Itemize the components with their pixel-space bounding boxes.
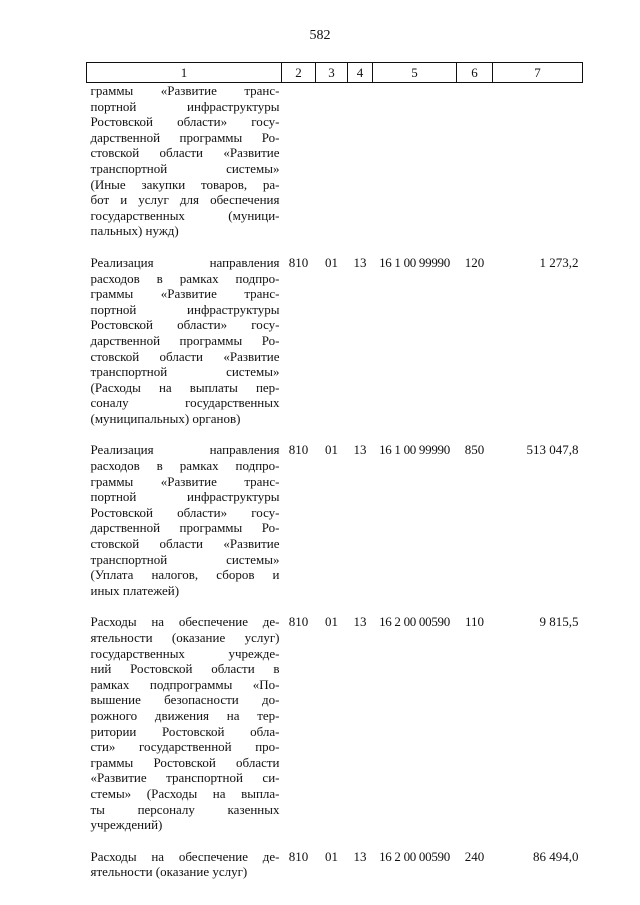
- description-line: Реализация направления: [90, 442, 280, 458]
- cell-section: [316, 83, 348, 255]
- description-line: расходов в рамках подпро-: [90, 458, 280, 474]
- description-line: Ростовской области» госу-: [90, 114, 280, 130]
- table-row: [87, 442, 583, 614]
- description-line: портной инфраструктуры: [90, 301, 280, 317]
- cell-target-article: 16 2 00 00590: [379, 848, 450, 864]
- cell-target-article: 16 1 00 99990: [379, 442, 450, 458]
- header-col-7: 7: [493, 63, 583, 83]
- description-line: ты персоналу казенных: [90, 801, 280, 817]
- description-line: граммы «Развитие транс-: [90, 286, 280, 302]
- description-line: портной инфраструктуры: [90, 98, 280, 114]
- description-line: транспортной системы»: [90, 551, 280, 567]
- description-line: расходов в рамках подпро-: [90, 270, 280, 286]
- description-line: Ростовской области» госу-: [90, 504, 280, 520]
- description-line: дарственной программы Ро-: [90, 520, 280, 536]
- description-line: граммы Ростовской области: [90, 754, 280, 770]
- cell-target-article: 16 1 00 99990: [379, 254, 450, 270]
- cell-expense-type: 120: [464, 254, 485, 270]
- cell-section: 01: [325, 614, 338, 630]
- cell-admin-code: 810: [288, 848, 309, 864]
- description-line: ятельности (оказание услуг): [90, 864, 248, 880]
- table-header: [87, 63, 583, 83]
- cell-expense-type: [457, 83, 493, 255]
- row-description: [87, 442, 282, 614]
- table-body: [87, 83, 583, 896]
- description-line: стовской области «Развитие: [90, 348, 280, 364]
- header-col-1: 1: [87, 63, 282, 83]
- description-line: ний Ростовской области в: [90, 661, 280, 677]
- row-description: [87, 614, 282, 848]
- description-line: «Развитие транспортной си-: [90, 770, 280, 786]
- cell-target-article: [373, 83, 457, 255]
- header-col-3: 3: [316, 63, 348, 83]
- cell-subsection: [348, 83, 373, 255]
- description-line: граммы «Развитие транс-: [90, 473, 280, 489]
- cell-expense-type: 110: [464, 614, 485, 630]
- cell-admin-code: 810: [288, 442, 309, 458]
- description-line: дарственной программы Ро-: [90, 129, 280, 145]
- cell-subsection: 13: [353, 442, 367, 458]
- description-line: сти» государственной про-: [90, 739, 280, 755]
- cell-amount: 1 273,2: [539, 254, 579, 270]
- header-col-2: 2: [282, 63, 316, 83]
- cell-amount: 9 815,5: [539, 614, 579, 630]
- description-line: учреждений): [90, 817, 163, 833]
- description-line: государственных (муници-: [90, 207, 280, 223]
- cell-amount: 513 047,8: [526, 442, 579, 458]
- header-col-6: 6: [457, 63, 493, 83]
- cell-section: 01: [325, 442, 338, 458]
- cell-subsection: 13: [353, 614, 367, 630]
- table-row: [87, 255, 583, 443]
- cell-admin-code: 810: [288, 614, 309, 630]
- description-line: транспортной системы»: [90, 364, 280, 380]
- row-description: [87, 849, 282, 896]
- cell-expense-type: 850: [464, 442, 485, 458]
- description-line: (Уплата налогов, сборов и: [90, 567, 280, 583]
- cell-amount: [493, 83, 583, 255]
- description-line: стемы» (Расходы на выпла-: [90, 785, 280, 801]
- header-row: [87, 63, 583, 83]
- table-row: [87, 83, 583, 255]
- table-row: [87, 849, 583, 896]
- description-line: соналу государственных: [90, 395, 280, 411]
- description-line: Расходы на обеспечение де-: [90, 848, 280, 864]
- description-line: рамках подпрограммы «По-: [90, 676, 280, 692]
- row-description: [87, 83, 282, 255]
- budget-table: [86, 62, 583, 896]
- description-line: вышение безопасности до-: [90, 692, 280, 708]
- table-row: [87, 614, 583, 848]
- description-line: Реализация направления: [90, 254, 280, 270]
- header-col-5: 5: [373, 63, 457, 83]
- header-col-4: 4: [348, 63, 373, 83]
- description-line: пальных) нужд): [90, 223, 179, 239]
- description-line: иных платежей): [90, 582, 180, 598]
- cell-subsection: 13: [353, 254, 367, 270]
- cell-subsection: 13: [353, 848, 367, 864]
- description-line: Расходы на обеспечение де-: [90, 614, 280, 630]
- cell-target-article: 16 2 00 00590: [379, 614, 450, 630]
- page-number: 582: [309, 28, 331, 43]
- row-description: [87, 255, 282, 443]
- description-line: стовской области «Развитие: [90, 536, 280, 552]
- description-line: рожного движения на тер-: [90, 707, 280, 723]
- cell-amount: 86 494,0: [533, 848, 579, 864]
- description-line: стовской области «Развитие: [90, 145, 280, 161]
- description-line: Ростовской области» госу-: [90, 317, 280, 333]
- cell-expense-type: 240: [464, 848, 485, 864]
- cell-admin-code: [282, 83, 316, 255]
- description-line: портной инфраструктуры: [90, 489, 280, 505]
- cell-section: 01: [325, 848, 338, 864]
- cell-section: 01: [325, 254, 338, 270]
- description-line: (Расходы на выплаты пер-: [90, 379, 280, 395]
- description-line: (Иные закупки товаров, ра-: [90, 176, 280, 192]
- description-line: (муниципальных) органов): [90, 410, 241, 426]
- description-line: государственных учрежде-: [90, 645, 280, 661]
- description-line: ритории Ростовской обла-: [90, 723, 280, 739]
- cell-admin-code: 810: [288, 254, 309, 270]
- description-line: граммы «Развитие транс-: [90, 83, 280, 98]
- description-line: транспортной системы»: [90, 160, 280, 176]
- description-line: бот и услуг для обеспечения: [90, 192, 280, 208]
- description-line: дарственной программы Ро-: [90, 332, 280, 348]
- description-line: ятельности (оказание услуг): [90, 630, 280, 645]
